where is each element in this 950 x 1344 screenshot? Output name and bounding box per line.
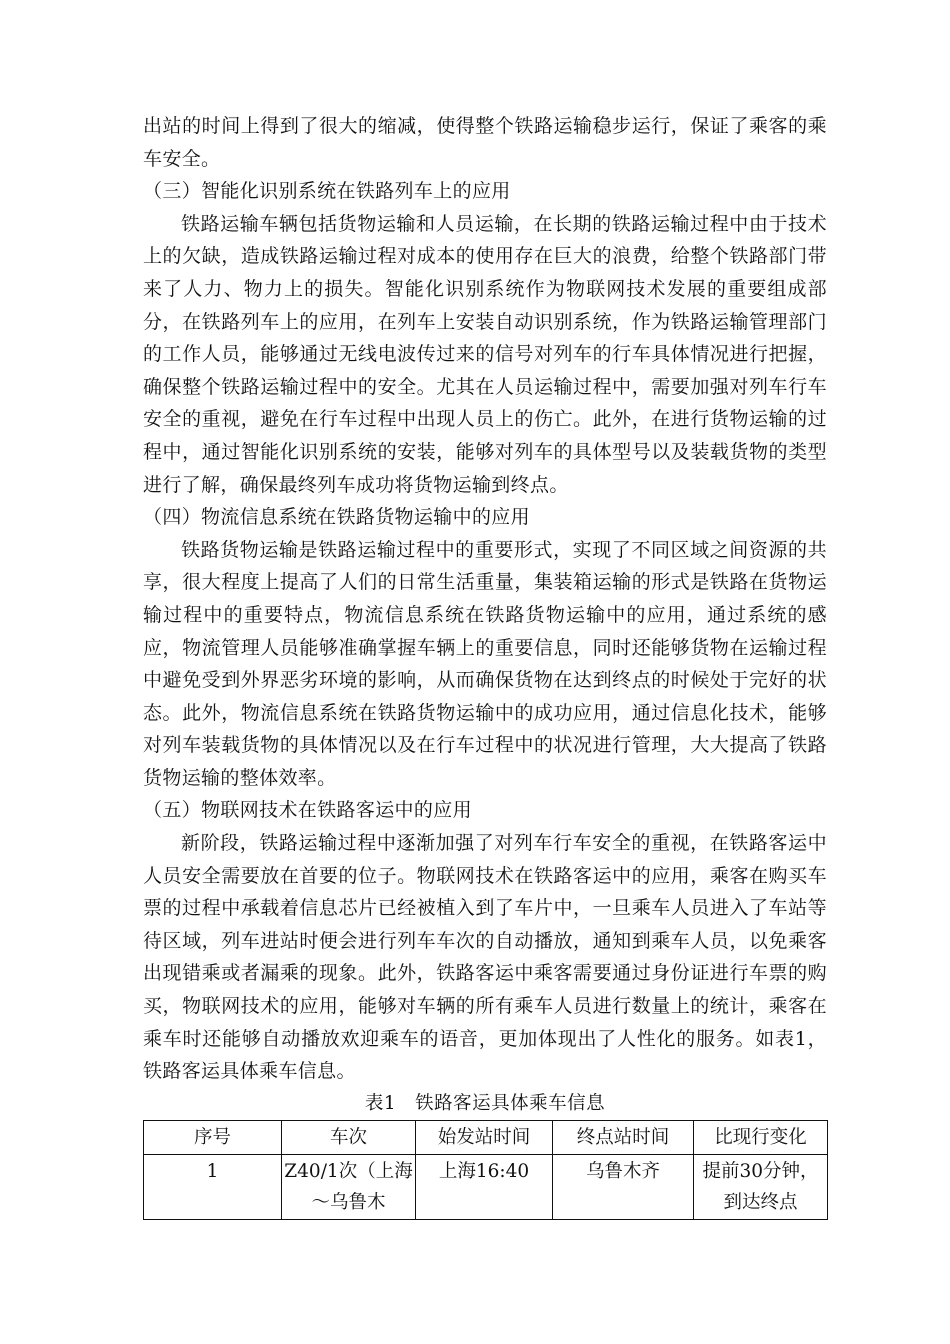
table-row — [144, 1154, 828, 1219]
header-change: 比现行变化 — [694, 1120, 828, 1154]
paragraph-passenger-transport: 新阶段，铁路运输过程中逐渐加强了对列车行车安全的重视，在铁路客运中人员安全需要放在首要的位子。物联网技术在铁路客运中的应用，乘客在购买车票的过程中承载着信息芯片已经被植入到了车片中，一旦乘车人员进入了车站等待区域，列车进站时便会进行列车车次的自动播放，通知到乘车人员，以免乘客出现错乘或者漏乘的现象。此外，铁路客运中乘客需要通过身份证进行车票的购买，物联网技术的应用，能够对车辆的所有乘车人员进行数量上的统计，乘客在乘车时还能够自动播放欢迎乘车的语音，更加体现出了人性化的服务。如表1，铁路客运具体乘车信息。 — [143, 832, 827, 1083]
cell-change: 提前30分钟，到达终点 — [694, 1154, 828, 1219]
cell-no: 1 — [144, 1154, 282, 1219]
paragraph-smart-recognition: 铁路运输车辆包括货物运输和人员运输，在长期的铁路运输过程中由于技术上的欠缺，造成铁路运输过程对成本的使用存在巨大的浪费，给整个铁路部门带来了人力、物力上的损失。智能化识别系统作为物联网技术发展的重要组成部分，在铁路列车上的应用，在列车上安装自动识别系统，作为铁路运输管理部门的工作人员，能够通过无线电波传过来的信号对列车的行车具体情况进行把握，确保整个铁路运输过程中的安全。尤其在人员运输过程中，需要加强对列车行车安全的重视，避免在行车过程中出现人员上的伤亡。此外，在进行货物运输的过程中，通过智能化识别系统的安装，能够对列车的具体型号以及装载货物的类型进行了解，确保最终列车成功将货物运输到终点。 — [143, 212, 827, 496]
paragraph-continuation: 出站的时间上得到了很大的缩减，使得整个铁路运输稳步运行，保证了乘客的乘车安全。 — [143, 115, 827, 170]
section-heading-3: （三）智能化识别系统在铁路列车上的应用 — [143, 180, 511, 203]
table-caption: 表1 铁路客运具体乘车信息 — [364, 1092, 606, 1114]
header-arrive: 终点站时间 — [553, 1120, 694, 1154]
section-heading-5: （五）物联网技术在铁路客运中的应用 — [143, 799, 472, 822]
document-page — [143, 110, 827, 1220]
section-heading-4: （四）物流信息系统在铁路货物运输中的应用 — [143, 506, 531, 529]
table-header-row — [144, 1120, 828, 1154]
header-no: 序号 — [144, 1120, 282, 1154]
header-train: 车次 — [282, 1120, 416, 1154]
cell-depart: 上海16:40 — [416, 1154, 553, 1219]
header-depart: 始发站时间 — [416, 1120, 553, 1154]
page-bottom-blank — [140, 1222, 830, 1344]
cell-train: Z40/1次（上海～乌鲁木 — [282, 1154, 416, 1219]
train-info-table — [143, 1120, 828, 1220]
cell-arrive: 乌鲁木齐 — [553, 1154, 694, 1219]
paragraph-logistics: 铁路货物运输是铁路运输过程中的重要形式，实现了不同区域之间资源的共享，很大程度上提高了人们的日常生活重量，集装箱运输的形式是铁路在货物运输过程中的重要特点，物流信息系统在铁路货物运输中的应用，通过系统的感应，物流管理人员能够准确掌握车辆上的重要信息，同时还能够货物在运输过程中避免受到外界恶劣环境的影响，从而确保货物在达到终点的时候处于完好的状态。此外，物流信息系统在铁路货物运输中的成功应用，通过信息化技术，能够对列车装载货物的具体情况以及在行车过程中的状况进行管理，大大提高了铁路货物运输的整体效率。 — [143, 538, 827, 789]
